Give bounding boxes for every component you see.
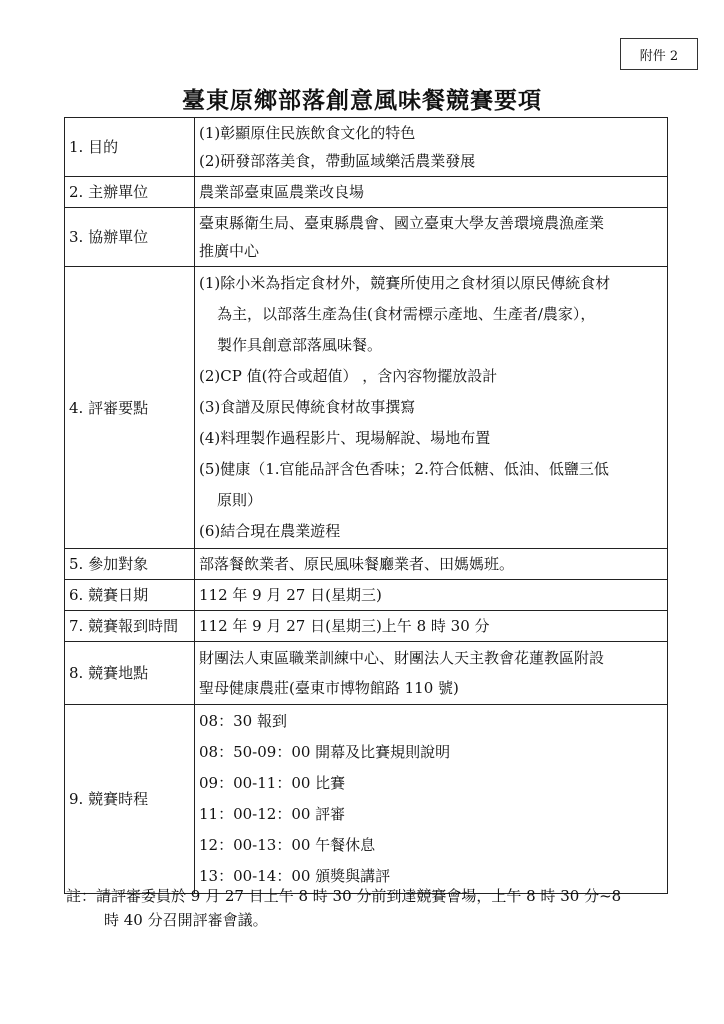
criteria-line-2: 為主，以部落生產為佳(食材需標示產地、生產者/農家）， [217,305,596,323]
purpose-line-2: (2)研發部落美食，帶動區域樂活農業發展 [199,152,476,170]
row-label: 4. 評審要點 [65,267,195,549]
criteria-line-6: (4)料理製作過程影片、現場解說、場地布置 [199,429,491,447]
table-row-participants [65,549,668,580]
requirements-table [64,117,668,894]
table-row-organizer [65,177,668,208]
schedule-item: 09：00-11：00 比賽 [199,774,346,792]
schedule-item: 08：30 報到 [199,712,287,730]
schedule-item: 11：00-12：00 評審 [199,805,346,823]
row-content [195,642,668,705]
attachment-label: 附件 2 [620,38,698,70]
footnote-line-1: 註：請評審委員於 9 月 27 日上午 8 時 30 分前到達競賽會場，上午 8 時 30 分~8 [66,887,622,905]
schedule-item: 08：50-09：00 開幕及比賽規則說明 [199,743,451,761]
criteria-line-3: 製作具創意部落風味餐。 [217,336,383,354]
row-content [195,267,668,549]
venue-line-2: 聖母健康農莊(臺東市博物館路 110 號) [199,679,459,697]
row-content [195,208,668,267]
footnote-line-2: 時 40 分召開評審會議。 [104,911,268,929]
co-organizer-line-2: 推廣中心 [199,242,260,260]
criteria-line-1: (1)除小米為指定食材外，競賽所使用之食材須以原民傳統食材 [199,274,611,292]
criteria-line-9: (6)結合現在農業遊程 [199,522,341,540]
row-label: 5. 參加對象 [65,549,195,580]
row-label: 6. 競賽日期 [65,580,195,611]
row-label: 8. 競賽地點 [65,642,195,705]
table-row-checkin [65,611,668,642]
schedule-item: 12：00-13：00 午餐休息 [199,836,376,854]
row-content [195,705,668,894]
criteria-line-5: (3)食譜及原民傳統食材故事撰寫 [199,398,416,416]
schedule-item: 13：00-14：00 頒獎與講評 [199,867,391,885]
criteria-line-8: 原則） [217,491,263,509]
row-label: 9. 競賽時程 [65,705,195,894]
criteria-line-7: (5)健康（1.官能品評含色香味；2.符合低糖、低油、低鹽三低 [199,460,609,478]
table-row-venue [65,642,668,705]
table-row-schedule [65,705,668,894]
criteria-line-4: (2)CP 值(符合或超值） ，含內容物擺放設計 [199,367,498,385]
document-title: 臺東原鄉部落創意風味餐競賽要項 [182,87,542,114]
row-content: 部落餐飲業者、原民風味餐廳業者、田媽媽班。 [195,549,668,580]
row-content: 112 年 9 月 27 日(星期三) [195,580,668,611]
table-row-purpose [65,118,668,177]
co-organizer-line-1: 臺東縣衛生局、臺東縣農會、國立臺東大學友善環境農漁產業 [199,214,605,232]
purpose-line-1: (1)彰顯原住民族飲食文化的特色 [199,124,416,142]
table-row-co-organizer [65,208,668,267]
footnote [66,884,676,932]
row-label: 2. 主辦單位 [65,177,195,208]
table-row-date [65,580,668,611]
venue-line-1: 財團法人東區職業訓練中心、財團法人天主教會花蓮教區附設 [199,649,605,667]
row-label: 3. 協辦單位 [65,208,195,267]
row-content: 農業部臺東區農業改良場 [195,177,668,208]
row-label: 7. 競賽報到時間 [65,611,195,642]
table-row-criteria [65,267,668,549]
row-content: 112 年 9 月 27 日(星期三)上午 8 時 30 分 [195,611,668,642]
row-label: 1. 目的 [65,118,195,177]
row-content [195,118,668,177]
